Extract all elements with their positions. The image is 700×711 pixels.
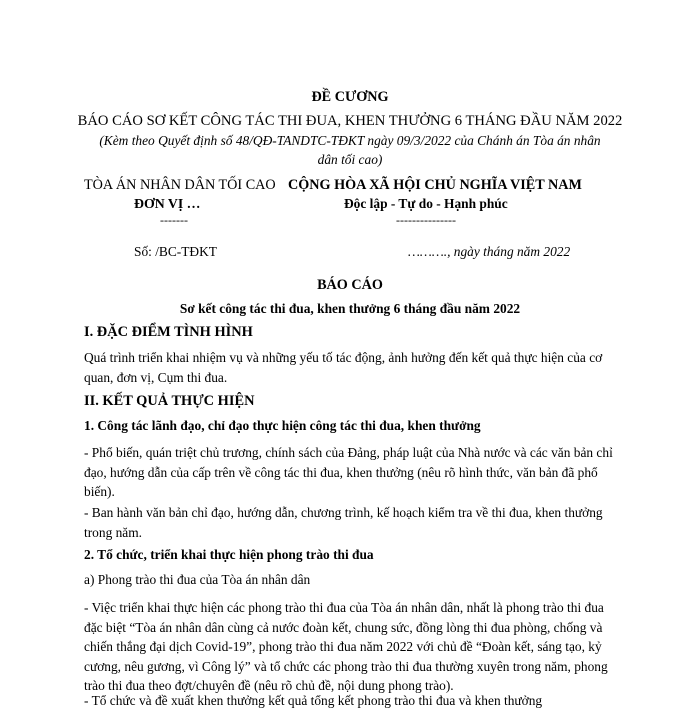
section-2-2-item-a: a) Phong trào thi đua của Tòa án nhân dân (84, 572, 311, 587)
section-2-1-paragraph-2: - Ban hành văn bản chỉ đạo, hướng dẫn, chương trình, kế hoạch kiểm tra về thi đua, khen thưởng trong năm. (84, 505, 603, 540)
section-2-1-heading: 1. Công tác lãnh đạo, chỉ đạo thực hiện công tác thi đua, khen thưởng (84, 418, 481, 433)
section-1-paragraph: Quá trình triển khai nhiệm vụ và những yếu tố tác động, ảnh hưởng đến kết quả thực hiện của cơ quan, đơn vị, Cụm thi đua. (84, 350, 603, 385)
attachment-note-line2: dân tối cao) (317, 152, 383, 167)
left-divider: ------- (160, 213, 188, 227)
section-2-1-paragraph-1: - Phổ biến, quán triệt chủ trương, chính sách của Đảng, pháp luật của Nhà nước và các văn bản chỉ đạo, hướng dẫn của cấp trên về công tác thi đua, khen thưởng (nêu rõ hình thức, văn bản đã phổ biến). (84, 445, 613, 500)
report-main-title: BÁO CÁO SƠ KẾT CÔNG TÁC THI ĐUA, KHEN THƯỞNG 6 THÁNG ĐẦU NĂM 2022 (77, 113, 623, 129)
attachment-note-line1: (Kèm theo Quyết định số 48/QĐ-TANDTC-TĐKT ngày 09/3/2022 của Chánh án Tòa án nhân (99, 133, 601, 148)
section-1-heading: I. ĐẶC ĐIỂM TÌNH HÌNH (84, 324, 253, 340)
section-2-heading: II. KẾT QUẢ THỰC HIỆN (84, 393, 255, 409)
org-name: TÒA ÁN NHÂN DÂN TỐI CAO (84, 177, 276, 193)
document-date: ………., ngày tháng năm 2022 (408, 244, 571, 259)
report-heading: BÁO CÁO (317, 277, 383, 293)
outline-title: ĐỀ CƯƠNG (311, 89, 389, 105)
report-subtitle: Sơ kết công tác thi đua, khen thưởng 6 tháng đầu năm 2022 (179, 301, 521, 316)
unit-name: ĐƠN VỊ … (134, 196, 201, 211)
document-number: Số: /BC-TĐKT (134, 244, 217, 259)
section-2-2-heading: 2. Tổ chức, triển khai thực hiện phong trào thi đua (84, 547, 374, 562)
national-motto: Độc lập - Tự do - Hạnh phúc (344, 196, 508, 211)
right-divider: --------------- (396, 213, 456, 227)
section-2-2-paragraph: - Việc triển khai thực hiện các phong trào thi đua của Tòa án nhân dân, nhất là phong trào thi đua đặc biệt “Tòa án nhân dân cùng cả nước đoàn kết, chung sức, đồng lòng thi đua phòng, chống và chiến thắng đại dịch Covid-19”, phong trào thi đua năm 2022 với chủ đề “Đoàn kết, sáng tạo, kỷ cương, nêu gương, vì Công lý” và tổ chức các phong trào thi đua thường xuyên trong năm, phong trào thi đua theo đợt/chuyên đề (nêu rõ chủ đề, nội dung phong trào). (84, 600, 608, 694)
section-2-2-cut-line: - Tổ chức và đề xuất khen thưởng kết quả tổng kết phong trào thi đua và khen thưởng (84, 693, 543, 708)
nation-name: CỘNG HÒA XÃ HỘI CHỦ NGHĨA VIỆT NAM (288, 177, 582, 193)
